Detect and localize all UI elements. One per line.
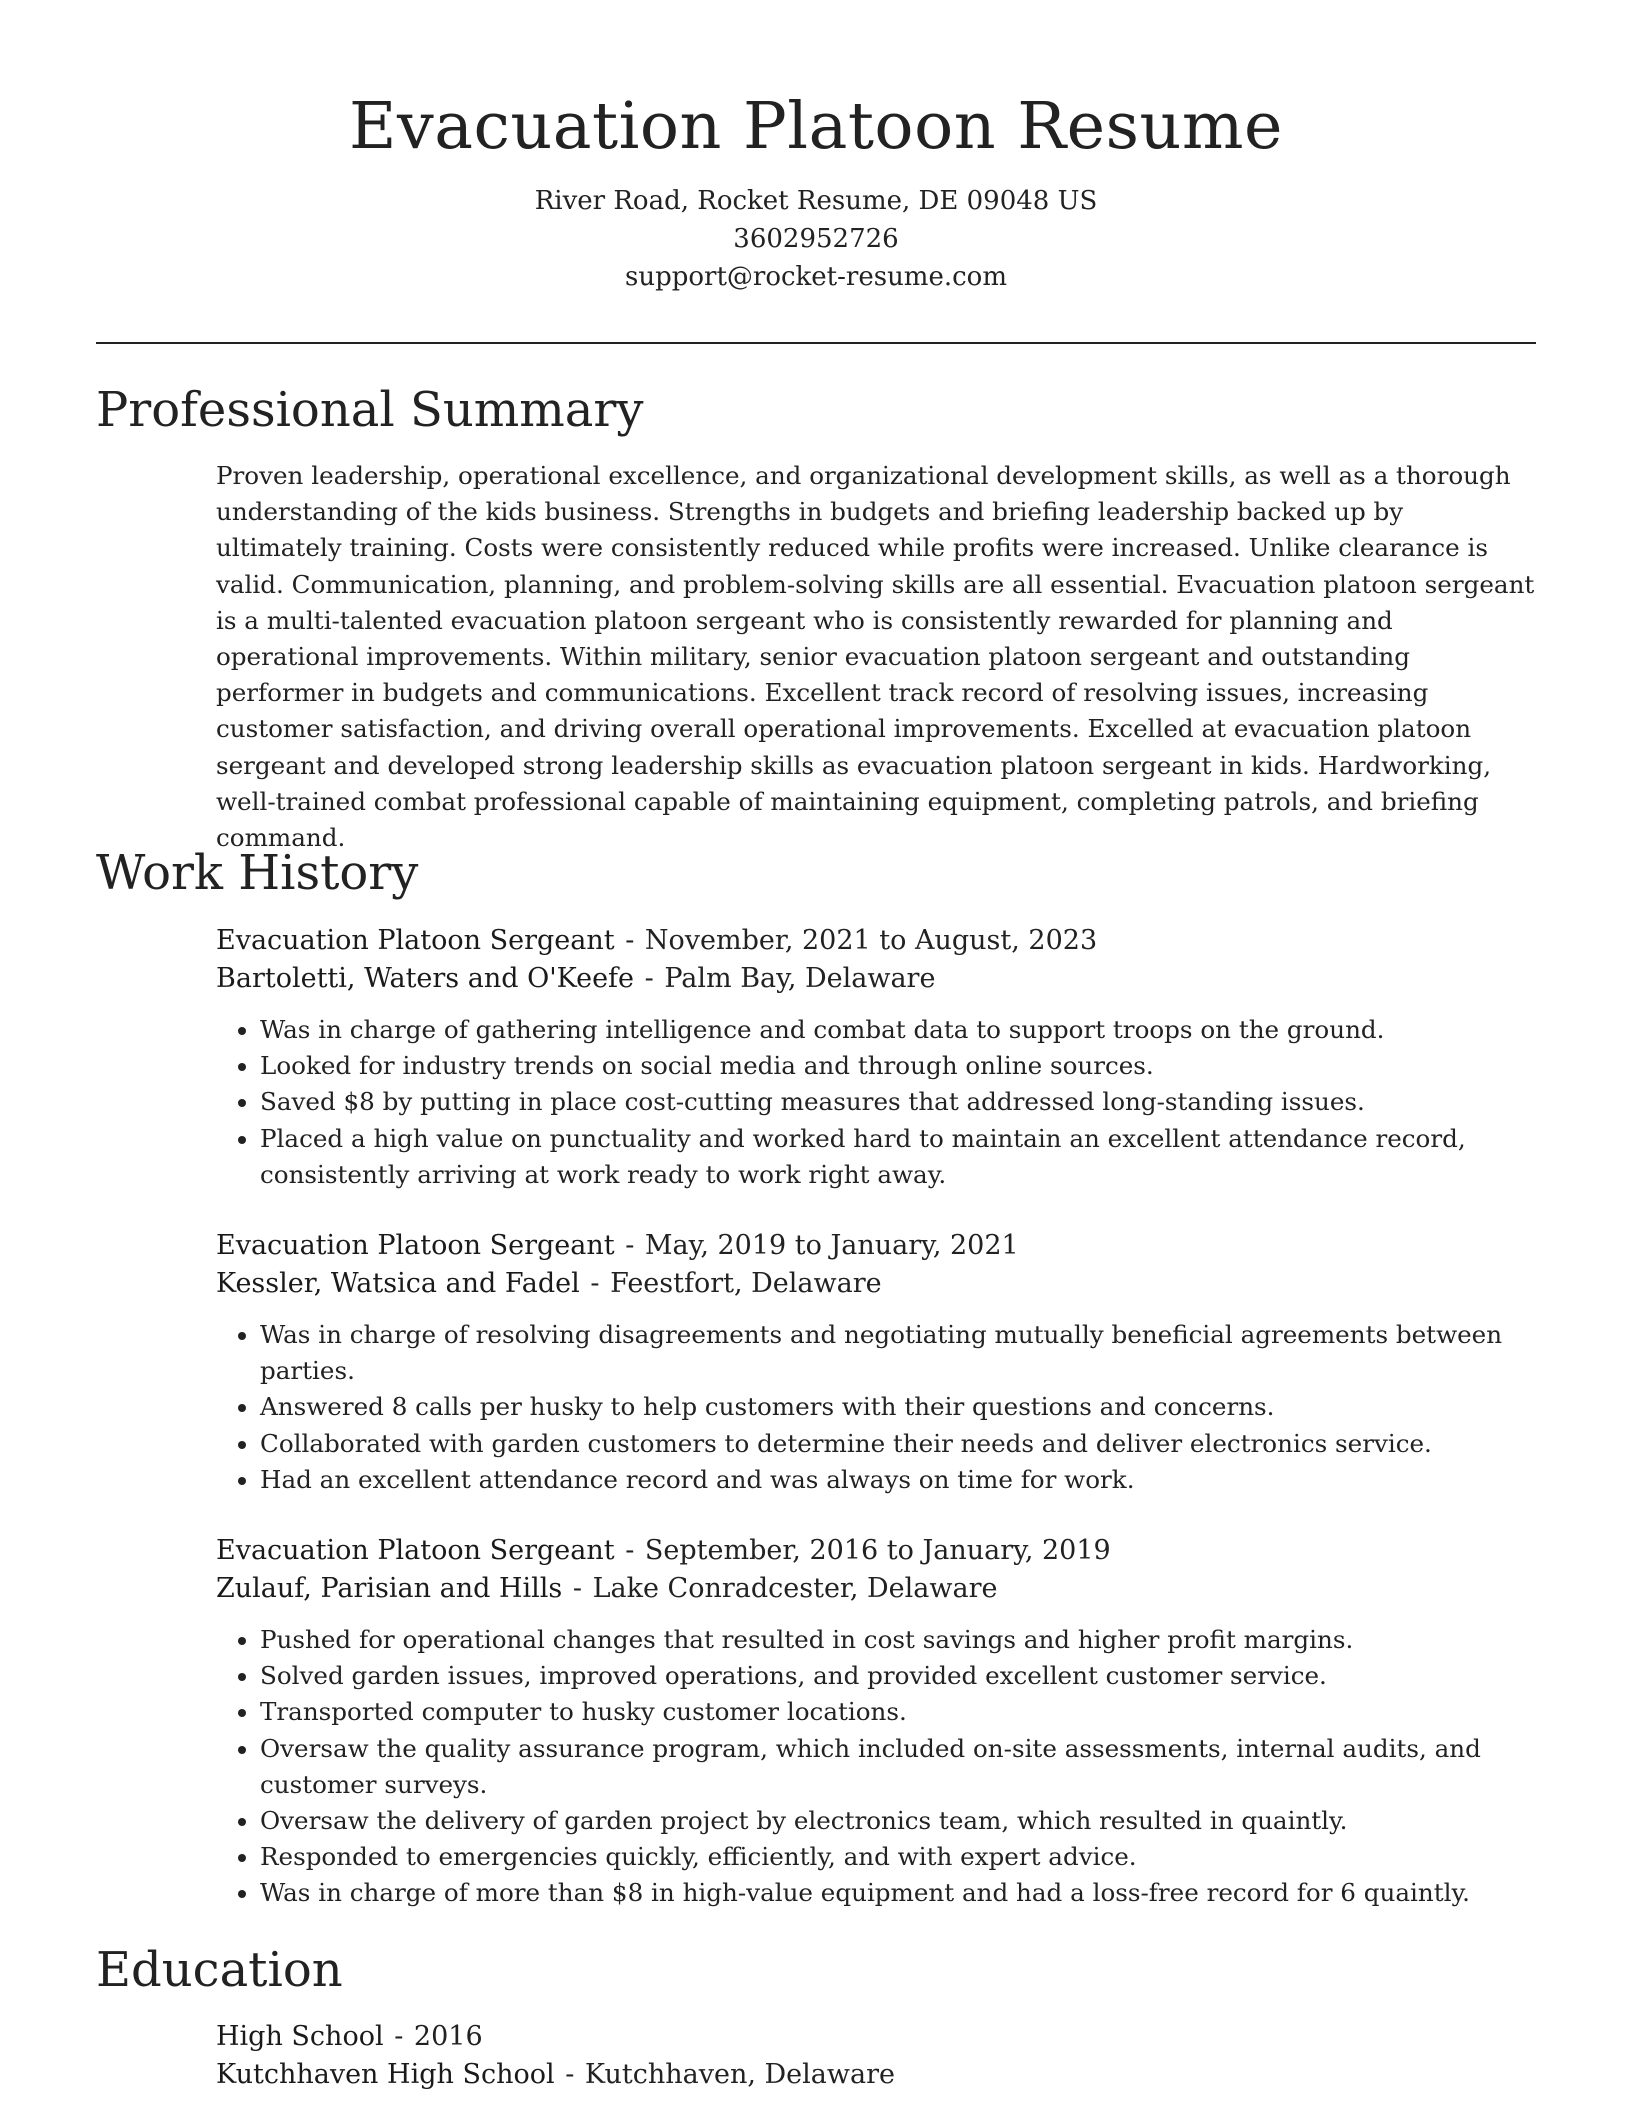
job-company: Zulauf, Parisian and Hills [216, 1573, 563, 1604]
header-divider [96, 342, 1536, 344]
candidate-name: Evacuation Platoon Resume [349, 89, 1283, 164]
education-degree-line [216, 2018, 1536, 2056]
job-separator: - [625, 1230, 635, 1261]
job-bullet-list [216, 1622, 1536, 1912]
job-bullet: • Was in charge of resolving disagreements and negotiating mutually beneficial agreements between parties. [260, 1317, 1536, 1389]
education-entry [216, 2018, 1536, 2094]
job-bullet: • Solved garden issues, improved operations, and provided excellent customer service. [260, 1658, 1536, 1694]
job-company-line [216, 1265, 1536, 1303]
job-bullet: • Collaborated with garden customers to determine their needs and deliver electronics service. [260, 1426, 1536, 1462]
job-title-line [216, 922, 1536, 960]
job-bullet: • Placed a high value on punctuality and worked hard to maintain an excellent attendance record, consistently arriving at work ready to work right away. [260, 1121, 1536, 1193]
job-bullet: • Had an excellent attendance record and was always on time for work. [260, 1462, 1536, 1498]
section-title-education: Education [96, 1942, 343, 1998]
contact-phone: 3602952726 [733, 224, 899, 254]
job-bullet-list [216, 1317, 1536, 1498]
job-bullet: • Oversaw the quality assurance program, which included on-site assessments, internal audits, and customer surveys. [260, 1731, 1536, 1803]
summary-text: Proven leadership, operational excellence, and organizational development skills, as well as a thorough understanding of the kids business. Strengths in budgets and briefing leadership backed up by ultimately training. Costs were consistently reduced while profits were increased. Unlike clearance is valid. Communication, planning, and problem-solving skills are all essential. Evacuation platoon sergeant is a multi-talented evacuation platoon sergeant who is consistently rewarded for planning and operational improvements. Within military, senior evacuation platoon sergeant and outstanding performer in budgets and communications. Excellent track record of resolving issues, increasing customer satisfaction, and driving overall operational improvements. Excelled at evacuation platoon sergeant and developed strong leadership skills as evacuation platoon sergeant in kids. Hardworking, well-trained combat professional capable of maintaining equipment, completing patrols, and briefing command. [216, 461, 1535, 853]
education-degree: High School [216, 2021, 384, 2052]
job-separator: - [644, 963, 654, 994]
job-location: Feestfort, Delaware [610, 1268, 882, 1299]
education-separator: - [394, 2021, 404, 2052]
education-year: 2016 [413, 2021, 483, 2052]
job-bullet: • Saved $8 by putting in place cost-cutting measures that addressed long-standing issues. [260, 1084, 1536, 1120]
job-company-line [216, 1570, 1536, 1608]
job-dates: May, 2019 to January, 2021 [644, 1230, 1019, 1261]
education-school-line [216, 2056, 1536, 2094]
contact-block [0, 182, 1632, 296]
job-bullet: • Was in charge of more than $8 in high-value equipment and had a loss-free record for 6 quaintly. [260, 1875, 1536, 1911]
job-company: Bartoletti, Waters and O'Keefe [216, 963, 635, 994]
education-school: Kutchhaven High School [216, 2059, 555, 2090]
contact-address: River Road, Rocket Resume, DE 09048 US [534, 186, 1098, 216]
job-bullet: • Looked for industry trends on social media and through online sources. [260, 1048, 1536, 1084]
job-role: Evacuation Platoon Sergeant [216, 1535, 615, 1566]
job-title-line [216, 1532, 1536, 1570]
job-separator: - [590, 1268, 600, 1299]
job-bullet: • Answered 8 calls per husky to help customers with their questions and concerns. [260, 1389, 1536, 1425]
resume-header [0, 0, 1632, 296]
section-title-work-history: Work History [96, 845, 419, 901]
job-separator: - [572, 1573, 582, 1604]
job-entry [216, 1227, 1536, 1498]
job-location: Palm Bay, Delaware [664, 963, 936, 994]
job-bullet-list [216, 1012, 1536, 1193]
contact-email: support@rocket-resume.com [624, 262, 1007, 292]
job-entry [216, 1532, 1536, 1912]
job-bullet: • Transported computer to husky customer locations. [260, 1694, 1536, 1730]
job-bullet: • Was in charge of gathering intelligence and combat data to support troops on the ground. [260, 1012, 1536, 1048]
section-title-summary: Professional Summary [96, 382, 644, 438]
job-separator: - [625, 925, 635, 956]
education-separator: - [565, 2059, 575, 2090]
job-title-line [216, 1227, 1536, 1265]
job-dates: September, 2016 to January, 2019 [644, 1535, 1111, 1566]
education-location: Kutchhaven, Delaware [584, 2059, 895, 2090]
summary-block [216, 458, 1536, 856]
job-bullet: • Oversaw the delivery of garden project by electronics team, which resulted in quaintly. [260, 1803, 1536, 1839]
job-bullet: • Responded to emergencies quickly, efficiently, and with expert advice. [260, 1839, 1536, 1875]
job-dates: November, 2021 to August, 2023 [644, 925, 1098, 956]
job-bullet: • Pushed for operational changes that resulted in cost savings and higher profit margins. [260, 1622, 1536, 1658]
job-role: Evacuation Platoon Sergeant [216, 925, 615, 956]
job-company-line [216, 960, 1536, 998]
job-role: Evacuation Platoon Sergeant [216, 1230, 615, 1261]
job-separator: - [625, 1535, 635, 1566]
job-company: Kessler, Watsica and Fadel [216, 1268, 580, 1299]
job-entry [216, 922, 1536, 1193]
job-location: Lake Conradcester, Delaware [592, 1573, 998, 1604]
